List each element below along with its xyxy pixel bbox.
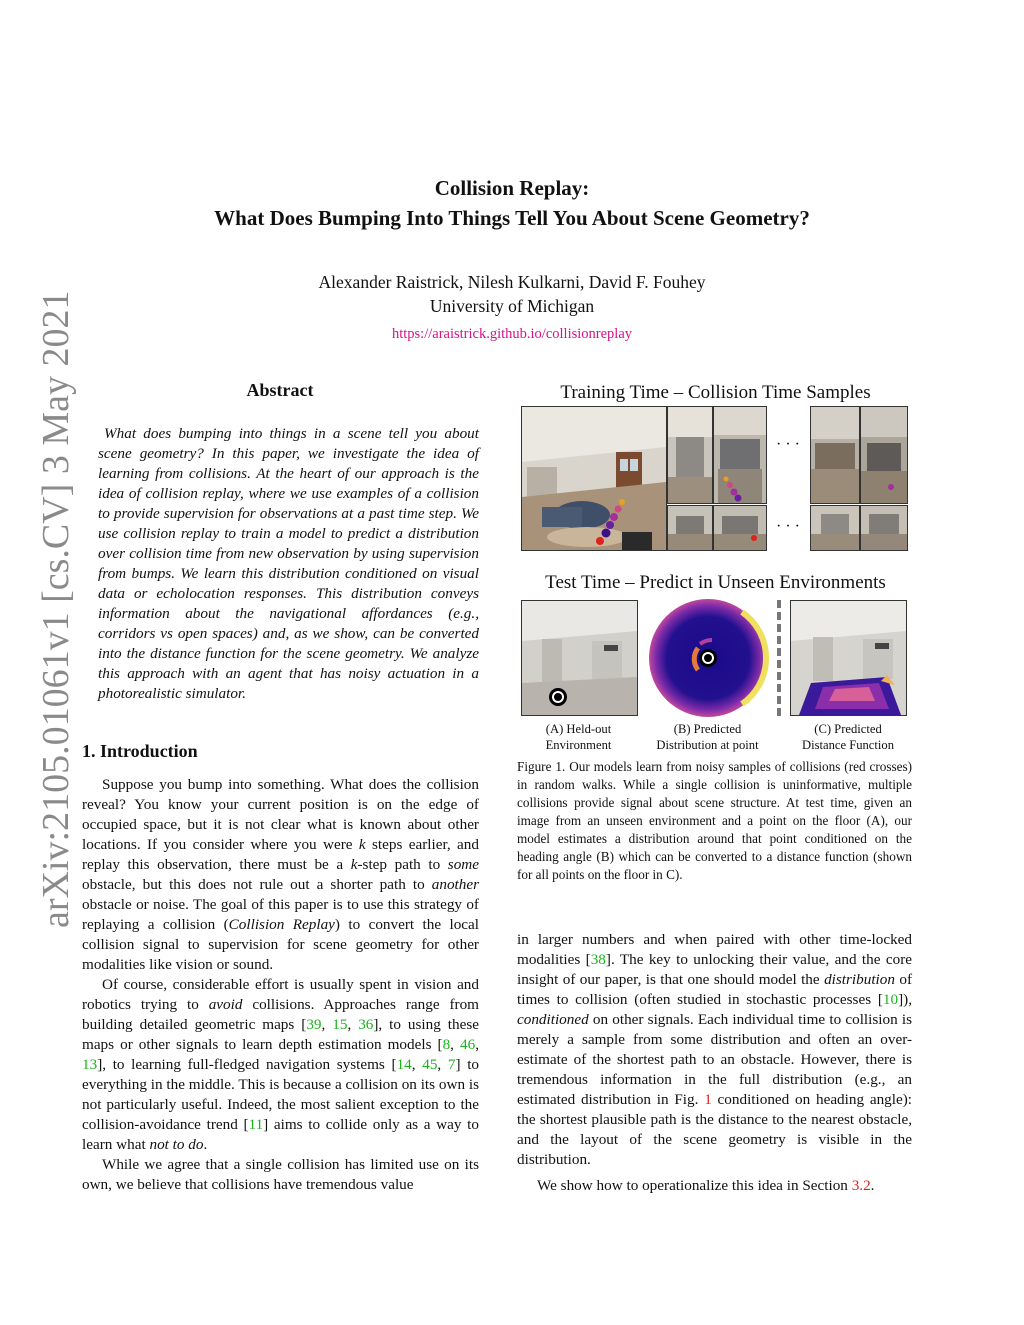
citation-link[interactable]: 11 [248, 1116, 264, 1133]
distance-function-photo [790, 600, 907, 716]
training-small-photo-2 [713, 505, 767, 551]
training-kitchen-photo-2 [860, 406, 908, 504]
ellipsis-top: · · · [776, 436, 800, 453]
figure-training-heading: Training Time – Collision Time Samples [560, 382, 871, 403]
intro-paragraph-1: Suppose you bump into something. What does the collision reveal? You know your current position is on the edge of occupied space, but it is not clear what is known about other locations. If you consider where you were k steps earlier, and replay this observation, there must be a k-step path to some obstacle, but this does not rule out a shorter path to another obstacle or noise. The goal of this paper is to use this strategy of replaying a collision (Collision Replay) to convert the local collision signal to supervision for scene geometry for other modalities like vision or sound. [82, 776, 479, 973]
right-paragraph-1: in larger numbers and when paired with other time-locked modalities [38]. The key to unlocking their value, and the core insight of our paper, is that one should model the distribution of times to collision (often studied in stochastic processes [10]), conditioned on other signals. Each individual time to collision is merely a sample from some distribution and often an over-estimate of the shortest path to an obstacle. However, there is tremendous information in the full distribution (e.g., an estimated distribution in Fig. 1 conditioned on heading angle): the shortest plausible path is the distance to the nearest obstacle, and the layout of the scene geometry is visible in the distribution. [517, 931, 913, 1168]
training-room-photo-large [521, 406, 667, 551]
panel-c-caption: (C) Predicted Distance Function [802, 722, 894, 752]
training-corridor-photo-1 [667, 406, 713, 504]
citation-link[interactable]: 7 [447, 1056, 456, 1073]
citation-link[interactable]: 45 [422, 1056, 438, 1073]
training-small-photo-3 [810, 505, 860, 551]
predicted-distribution-plot [646, 598, 774, 718]
citation-link[interactable]: 13 [82, 1056, 98, 1073]
training-kitchen-photo-1 [810, 406, 860, 504]
section-ref-link[interactable]: 3.2 [851, 1177, 871, 1194]
paper-title-line2: What Does Bumping Into Things Tell You About Scene Geometry? [214, 206, 810, 230]
panel-b-caption: (B) Predicted Distribution at point [656, 722, 759, 752]
training-small-photo-1 [667, 505, 713, 551]
citation-link[interactable]: 15 [332, 1016, 348, 1033]
citation-link[interactable]: 36 [358, 1016, 374, 1033]
project-url-link[interactable]: https://araistrick.github.io/collisionreplay [391, 326, 632, 342]
introduction-heading: 1. Introduction [82, 741, 198, 761]
citation-link[interactable]: 10 [882, 991, 899, 1008]
figure-caption: Figure 1. Our models learn from noisy samples of collisions (red crosses) in random walks. While a single collision is uninformative, multiple collisions provide signal about scene structure. At test time, given an image from an unseen environment and a point on the floor (A), our model estimates a distribution around that point conditioned on the heading angle (B) which can be converted to a distance function (shown for all points on the floor in C). [517, 759, 912, 882]
training-small-photo-4 [860, 505, 908, 551]
citation-link[interactable]: 8 [442, 1036, 451, 1053]
affiliation: University of Michigan [429, 296, 595, 316]
training-corridor-photo-2 [713, 406, 767, 504]
panel-a-caption: (A) Held-out Environment [545, 722, 612, 752]
ellipsis-bottom: · · · [776, 518, 800, 535]
figure-ref-link[interactable]: 1 [704, 1091, 712, 1108]
citation-link[interactable]: 38 [590, 951, 606, 968]
figure-test-heading: Test Time – Predict in Unseen Environments [545, 572, 886, 593]
right-paragraph-2: We show how to operationalize this idea in Section 3.2. [537, 1177, 875, 1194]
citation-link[interactable]: 46 [460, 1036, 476, 1053]
held-out-environment-photo [521, 600, 638, 716]
author-list: Alexander Raistrick, Nilesh Kulkarni, David F. Fouhey [318, 272, 706, 292]
paper-title-line1: Collision Replay: [434, 176, 590, 200]
panel-divider [777, 600, 781, 716]
intro-paragraph-2: Of course, considerable effort is usually spent in vision and robotics trying to avoid collisions. Approaches range from building detailed geometric maps [39, 15, 36], to using these maps or other signals to learn depth estimation models [8, 46, 13], to learning full-fledged navigation systems [14, 45, 7] to everything in the middle. This is because a collision on its own is not particularly useful. Indeed, the most salient exception to the collision-avoidance trend [11] aims to collide only as a way to learn what not to do. [82, 976, 480, 1153]
right-column-text [517, 930, 912, 1196]
arxiv-sidebar-stamp: arXiv:2105.01061v1 [cs.CV] 3 May 2021 [35, 290, 77, 928]
citation-link[interactable]: 39 [306, 1016, 322, 1033]
intro-text [82, 775, 479, 1195]
abstract-body: What does bumping into things in a scene tell you about scene geometry? In this paper, we investigate the idea of learning from collisions. At the heart of our approach is the idea of collision replay, where we use examples of a collision to provide supervision for observations at a past time step. We use collision replay to train a model to predict a distribution over collision time from new observation by using supervision from bumps. We learn this distribution conditioned on visual data or echolocation responses. This distribution conveys information about the navigational affordances (e.g., corridors vs open spaces) and, as we show, can be converted into the distance function for the scene geometry. We analyze this approach with an agent that has noisy actuation in a photorealistic simulator. [98, 425, 479, 702]
intro-paragraph-3: While we agree that a single collision has limited use on its own, we believe that collisions have tremendous value [82, 1156, 479, 1193]
abstract-heading: Abstract [246, 380, 314, 400]
citation-link[interactable]: 14 [396, 1056, 412, 1073]
